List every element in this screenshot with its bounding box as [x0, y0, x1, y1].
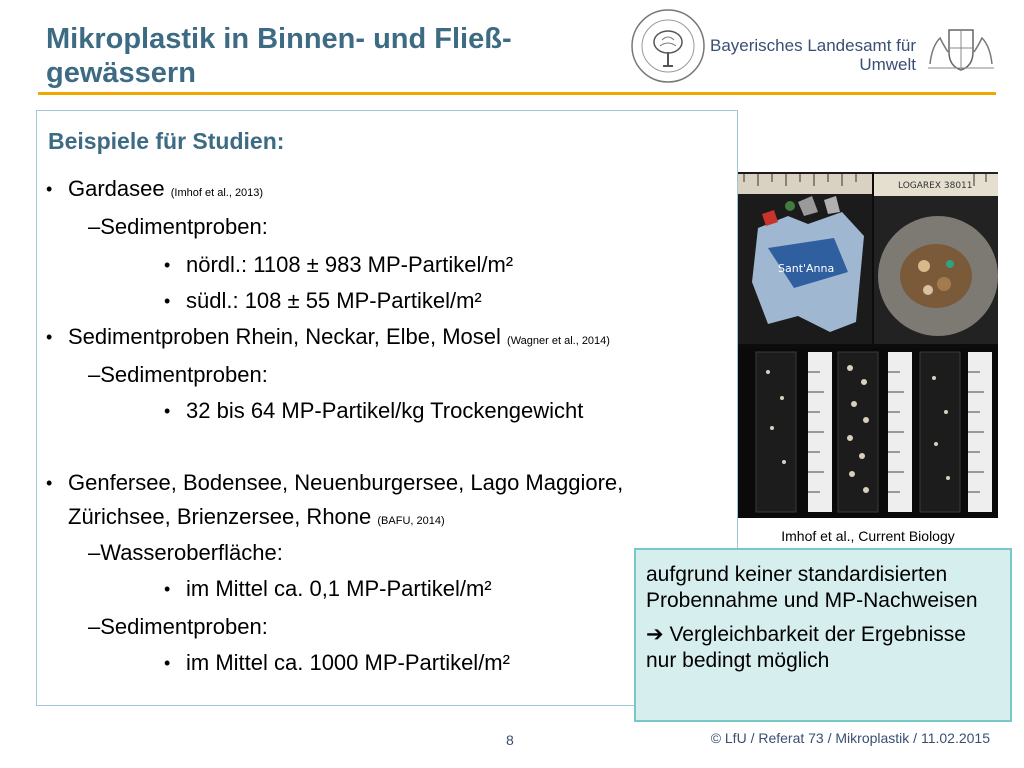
list-item — [186, 288, 482, 314]
list-item — [68, 324, 610, 354]
list-item-continuation — [68, 504, 445, 534]
page-number: 8 — [506, 732, 514, 748]
microplastic-sample-photo — [738, 172, 998, 518]
callout-text: aufgrund keiner standardisierten Probennahme und MP-Nachweisen — [646, 563, 978, 612]
callout-conclusion — [646, 622, 1000, 674]
conclusion-callout — [634, 548, 1012, 722]
list-item — [186, 398, 583, 424]
list-item — [68, 470, 623, 496]
agency-line-1: Bayerisches Landesamt für — [710, 36, 916, 55]
list-item — [186, 252, 513, 278]
bullet-icon: • — [164, 579, 171, 599]
item-text: 32 bis 64 MP-Partikel/kg Trockengewicht — [186, 398, 584, 423]
list-item: –Wasseroberfläche: — [88, 540, 283, 565]
bullet-icon: • — [164, 653, 171, 673]
item-text: im Mittel ca. 1000 MP-Partikel/m² — [186, 650, 510, 675]
bullet-icon: • — [46, 473, 53, 493]
agency-name — [704, 36, 916, 74]
item-text: Genfersee, Bodensee, Neuenburgersee, Lago Maggiore, — [68, 470, 624, 495]
slide-title — [46, 22, 606, 90]
bullet-icon: • — [46, 327, 53, 347]
item-citation: (BAFU, 2014) — [377, 515, 445, 527]
bavarian-coat-of-arms-icon — [924, 24, 998, 74]
photo-caption: Imhof et al., Current Biology — [781, 528, 955, 544]
title-line-2: gewässern — [46, 57, 196, 89]
list-item — [68, 176, 263, 206]
item-text: südl.: 108 ± 55 MP-Partikel/m² — [186, 288, 482, 313]
callout-conclusion-text: Vergleichbarkeit der Ergebnisse nur bedingt möglich — [646, 623, 966, 672]
bullet-icon: • — [164, 255, 171, 275]
list-item: –Sedimentproben: — [88, 362, 268, 387]
list-item: –Sedimentproben: — [88, 214, 268, 239]
ruler-text: LOGAREX 38011 — [898, 181, 973, 191]
item-text: im Mittel ca. 0,1 MP-Partikel/m² — [186, 576, 492, 601]
item-text: Gardasee — [68, 176, 165, 201]
item-text: Sedimentproben: — [100, 214, 268, 239]
bullet-icon: • — [164, 401, 171, 421]
list-item — [186, 650, 510, 676]
item-text: Sedimentproben: — [100, 362, 268, 387]
title-rule — [38, 92, 996, 95]
item-text: Zürichsee, Brienzersee, Rhone — [68, 504, 372, 529]
agency-line-2: Umwelt — [859, 55, 916, 74]
ministry-seal-icon — [628, 6, 708, 86]
item-text: nördl.: 1108 ± 983 MP-Partikel/m² — [186, 252, 514, 277]
list-item — [186, 576, 492, 602]
bullet-icon: • — [164, 291, 171, 311]
footer-copyright: © LfU / Referat 73 / Mikroplastik / 11.02.2015 — [710, 730, 990, 746]
title-line-1: Mikroplastik in Binnen- und Fließ- — [46, 23, 512, 55]
item-citation: (Wagner et al., 2014) — [507, 335, 610, 347]
content-heading: Beispiele für Studien: — [48, 128, 285, 154]
right-arrow-icon: ➔ — [646, 623, 664, 646]
item-text: Sedimentproben: — [100, 614, 268, 639]
bottle-label: Sant'Anna — [778, 262, 835, 275]
item-text: Sedimentproben Rhein, Neckar, Elbe, Mosel — [68, 324, 501, 349]
item-citation: (Imhof et al., 2013) — [170, 187, 264, 199]
bullet-icon: • — [46, 179, 53, 199]
item-text: Wasseroberfläche: — [100, 540, 283, 565]
list-item: –Sedimentproben: — [88, 614, 268, 639]
